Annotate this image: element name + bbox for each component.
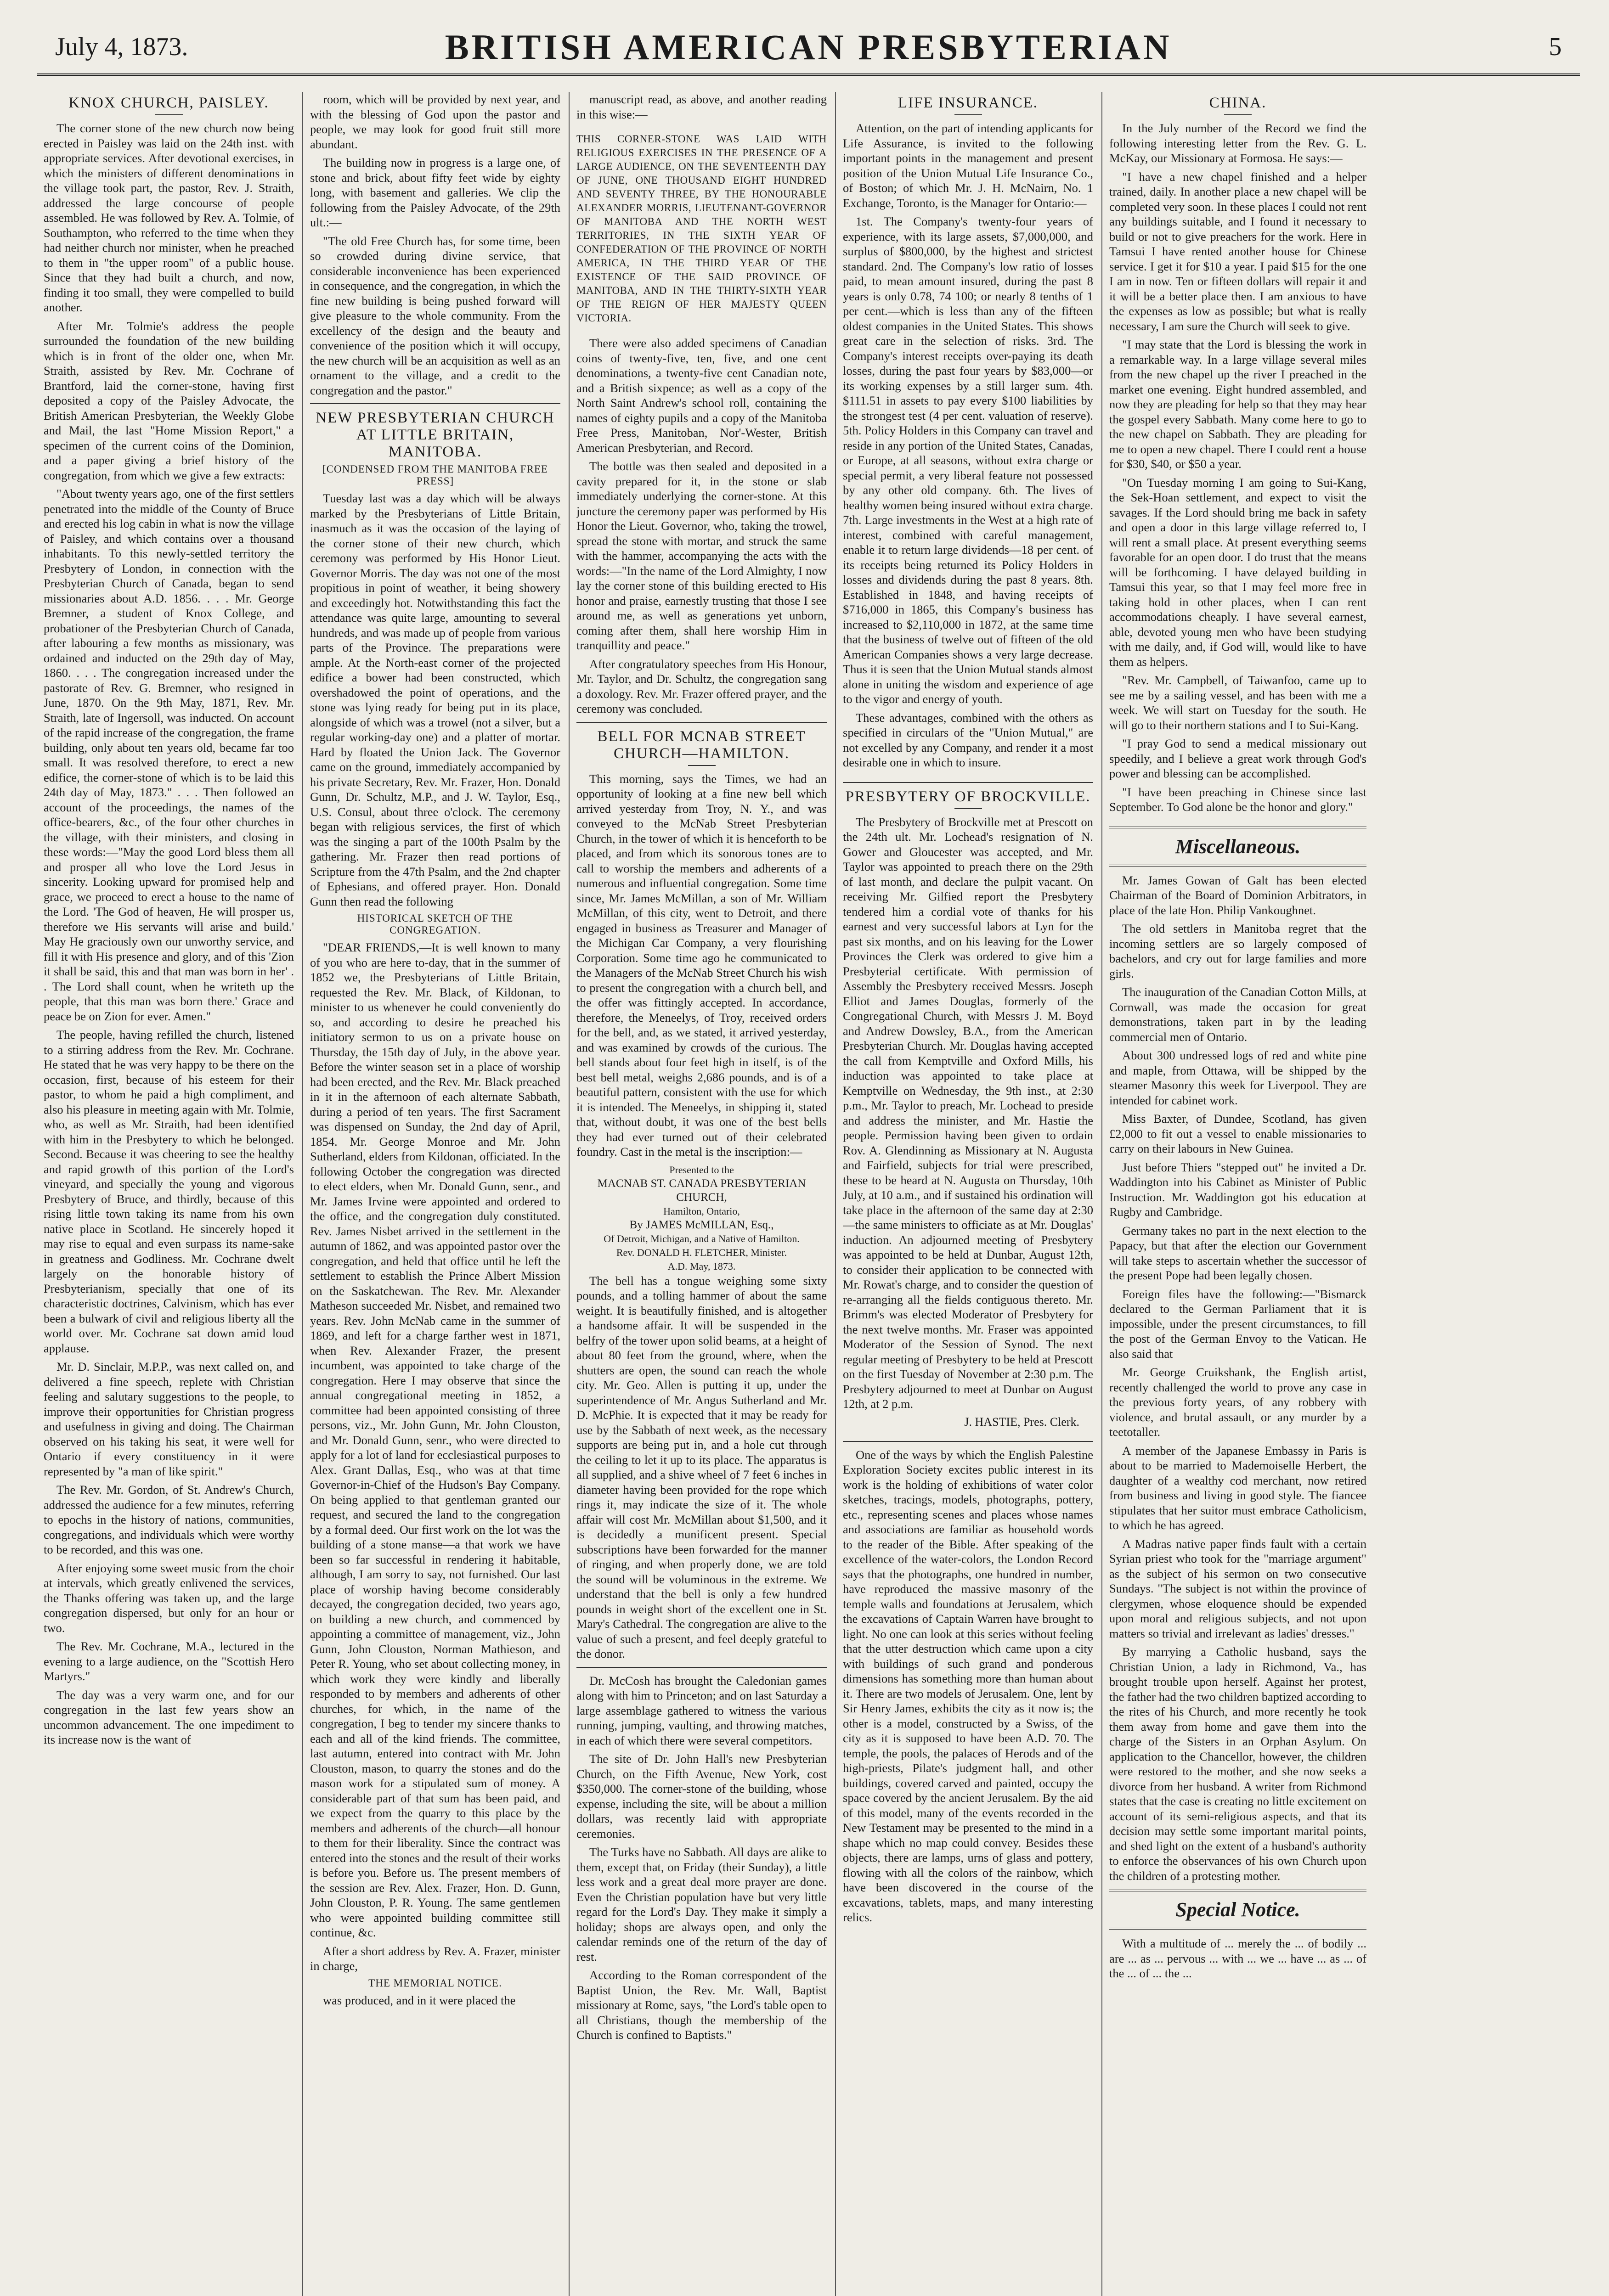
divider	[155, 114, 183, 115]
paragraph: Foreign files have the following:—"Bismarck declared to the German Parliament that it is impossible, under the present circumstances, to fill the post of the German Envoy to the Vatican. He also said that	[1109, 1287, 1366, 1361]
misc-items	[1109, 873, 1366, 1884]
paragraph: 1st. The Company's twenty-four years of experience, with its large assets, $7,000,000, and surplus of $800,000, by the highest and strictest standard. 2nd. The Company's low ratio of losses paid, to mean amount insured, during the past 8 years is only 0.78, 74 100; or nearly 8 tenths of 1 per cent.—which is less than any of the fifteen oldest companies in the United States. This shows great care in the selection of risks. 3rd. The Company's interest receipts over-paying its death losses, during the past four years by $83,000—or its working expenses by a still larger sum. 4th. $111.51 in assets to pay every $100 liabilities by the strongest test (4 per cent. valuation of reserve). 5th. Policy Holders in this Company can travel and reside in any portion of the United States, Canadas, or Europe, at all seasons, without extra charge or special permit, a very liberal feature not possessed by any other old company. 6th. The lives of healthy women being insured without extra charge. 7th. Large investments in the West at a high rate of interest, combined with careful management, enable it to return large dividends—18 per cent. of its receipts being returned its Policy Holders in losses and dividends during the past 8 years. 8th. Established in 1848, and having receipts of $716,000 in 1865, this Company's business has increased to $2,110,000 in 1872, at the same time that the business of twelve out of fifteen of the old American Companies shows a very large decrease. Thus it is seen that the Union Mutual stands almost alone in uniting the wisdom and experience of age to the vigor and energy of youth.	[843, 214, 1093, 706]
paragraph: Tuesday last was a day which will be always marked by the Presbyterians of Little Britain, inasmuch as it was the occasion of the laying of the corner stone of their new church, which ceremony was performed by His Honor Lieut. Governor Morris. The day was not one of the most propitious in point of weather, it being showery and exceedingly hot. Notwithstanding this fact the attendance was quite large, amounting to several hundreds, and was made up of people from various parts of the Province. The preparations were ample. At the North-east corner of the projected edifice a bower had been constructed, which overshadowed the point of operations, and the stone was lying ready for being put in its place, alongside of which was a trowel (not a silver, but a regular working-day one) and a platter of mortar. Hard by floated the Union Jack. The Governor came on the ground, immediately accompanied by his private Secretary, Rev. Mr. Frazer, Hon. Donald Gunn, Dr. Schultz, M.P., and J. W. Taylor, Esq., U.S. Consul, about three o'clock. The ceremony began with religious services, the first of which was the singing a part of the 100th Psalm by the gathering. Mr. Frazer then read portions of Scripture from the 47th Psalm, and the 2nd chapter of Ephesians, and offered prayer. Hon. Donald Gunn then read the following	[310, 491, 560, 908]
masthead	[37, 18, 1580, 76]
column-3	[576, 92, 827, 2296]
article-heading: NEW PRESBYTERIAN CHURCH AT LITTLE BRITAIN, MANITOBA.	[316, 410, 555, 460]
paragraph: "Rev. Mr. Campbell, of Taiwanfoo, came up to see me by a sailing vessel, and has been with me a week. We will start on Tuesday for the south. He will go to their northern stations and I to Sui-Kang.	[1109, 673, 1366, 732]
paragraph: By marrying a Catholic husband, says the Christian Union, a lady in Richmond, Va., has brought trouble upon herself. Against her protest, the father had the two children baptized according to the rites of his Church, and more recently he took them away from home and gave them into the charge of the Sisters in an Orphan Asylum. On application to the Chancellor, however, the children were restored to the mother, and she now seeks a divorce from her husband. A writer from Richmond states that the case is creating no little excitement on account of its semi-religious aspects, and that its decision may settle some important marital points, and shed light on the extent of a husband's authority to enforce the observances of his own Church upon the children of a protesting mother.	[1109, 1645, 1366, 1883]
inscription-line: Hamilton, Ontario,	[663, 1205, 740, 1217]
paragraph: room, which will be provided by next year, and with the blessing of God upon the pastor and people, we may look for good fruit still more abundant.	[310, 92, 560, 151]
column-5	[1109, 92, 1366, 2296]
paragraph: After a short address by Rev. A. Frazer, minister in charge,	[310, 1944, 560, 1973]
paragraph: Mr. James Gowan of Galt has been elected Chairman of the Board of Dominion Arbitrators, in place of the late Hon. Philip Vankoughnet.	[1109, 873, 1366, 917]
column-rule	[569, 92, 570, 2296]
article-little-britain	[310, 410, 560, 2008]
paragraph: According to the Roman correspondent of the Baptist Union, the Rev. Mr. Wall, Baptist missionary at Rome, says, "the Lord's table open to all Christians, though the membership of the Church is confined to Baptists."	[576, 1968, 827, 2042]
cornerstone-inscription: THIS CORNER-STONE WAS LAID WITH RELIGIOUS EXERCISES IN THE PRESENCE OF A LARGE AUDIENCE, ON THE SEVENTEENTH DAY OF JUNE, ONE THOUSAND EIGHT HUNDRED AND SEVENTY THREE, BY THE HONOURABLE ALEXANDER MORRIS, LIEUTENANT-GOVERNOR OF MANITOBA AND THE NORTH WEST TERRITORIES, IN THE SIXTH YEAR OF CONFEDERATION OF THE PROVINCE OF NORTH AMERICA, IN THE THIRD YEAR OF THE EXISTENCE OF THE SAID PROVINCE OF MANITOBA, AND IN THE THIRTY-SIXTH YEAR OF THE REIGN OF HER MAJESTY QUEEN VICTORIA.	[576, 133, 827, 324]
article-heading: KNOX CHURCH, PAISLEY.	[68, 95, 269, 111]
section-title: HISTORICAL SKETCH OF THE CONGREGATION.	[357, 912, 514, 936]
paragraph: The bottle was then sealed and deposited in a cavity prepared for it, in the stone or slab immediately underlying the corner-stone. At this juncture the ceremony paper was performed by His Honor the Lieut. Governor, who, taking the trowel, spread the stone with mortar, and struck the same with the hammer, accompanying the acts with the words:—"In the name of the Lord Almighty, I now lay the corner stone of this building erected to His honor and praise, earnestly trusting that those I see around me, as well as generations yet unborn, coming after them, shall here worship Him in tranquillity and peace."	[576, 459, 827, 652]
paragraph: manuscript read, as above, and another reading in this wise:—	[576, 92, 827, 121]
paragraph: "I have a new chapel finished and a helper trained, daily. In another place a new chapel will be completed very soon. In these places I could not rent any buildings suitable, and I found it necessary to build or not to give preachers for the work. Here in Tamsui I have rented another house for Chinese service. I get it for $10 a year. I paid $15 for the one I am in now. Ten or fifteen dollars will repair it and it will be a better place then. I am anxious to have the expenses as low as possible; but what is really necessary, I am sure the Church will seek to give.	[1109, 169, 1366, 333]
article-heading: PRESBYTERY OF BROCKVILLE.	[845, 788, 1091, 805]
column-2	[310, 92, 560, 2296]
column-rule	[1101, 92, 1102, 2296]
column-4	[843, 92, 1093, 2296]
section-heading-special-notice: Special Notice.	[1175, 1898, 1300, 1921]
divider	[576, 722, 827, 723]
article-life-insurance	[843, 95, 1093, 770]
paragraph: Attention, on the part of intending applicants for Life Assurance, is invited to the following important points in the management and present position of the Union Mutual Life Insurance Co., of Boston; of which Mr. J. H. McNairn, No. 1 Exchange, Toronto, is the Manager for Ontario:—	[843, 121, 1093, 210]
page-number: 5	[1549, 33, 1562, 61]
paragraph: The inauguration of the Canadian Cotton Mills, at Cornwall, was made the occasion for great demonstrations, taken part in by the leading commercial men of Ontario.	[1109, 985, 1366, 1044]
section-heading-miscellaneous: Miscellaneous.	[1175, 835, 1301, 858]
paragraph: Dr. McCosh has brought the Caledonian games along with him to Princeton; and on last Saturday a large assemblage gathered to witness the various running, jumping, vaulting, and throwing matches, in each of which there were several competitors.	[576, 1673, 827, 1747]
paragraph: After enjoying some sweet music from the choir at intervals, which greatly enlivened the services, the Thanks offering was taken up, and the large congregation dispersed, but only for an hour or two.	[44, 1561, 294, 1635]
inscription-line: Rev. DONALD H. FLETCHER, Minister.	[616, 1246, 787, 1258]
paragraph: These advantages, combined with the others as specified in circulars of the "Union Mutual," are not excelled by any Company, and render it a most desirable one in which to insure.	[843, 710, 1093, 769]
divider	[310, 403, 560, 404]
inscription-line: Of Detroit, Michigan, and a Native of Hamilton.	[604, 1232, 800, 1244]
divider	[1109, 1928, 1366, 1930]
paragraph: Miss Baxter, of Dundee, Scotland, has given £2,000 to fit out a vessel to enable missionaries to carry on their labours in New Guinea.	[1109, 1112, 1366, 1155]
article-subhead: [CONDENSED FROM THE MANITOBA FREE PRESS]	[322, 463, 548, 487]
paragraph: was produced, and in it were placed the	[323, 1993, 516, 2007]
paragraph: The people, having refilled the church, listened to a stirring address from the Rev. Mr. Cochrane. He stated that he was very happy to be there on the occasion, first, because of his esteem for their pastor, to whom he paid a high compliment, and also his pleasure in meeting again with Mr. Tolmie, who, as well as Mr. Straith, had been identified with him in the Presbytery to which he belonged. Second. Because it was cheering to see the healthy and rapid growth of this portion of the Lord's vineyard, and specially the young and vigorous Presbytery of Bruce, and thirdly, because of this rising little town taking its name from his own native place in Scotland. He sincerely hoped it may rise to equal and even surpass its name-sake in greatness and Godliness. Mr. Cochrane dwelt largely on the honorable history of Presbyterianism, specially that one of its characteristic doctrines, Calvinism, which has ever been a bulwark of civil and religious liberty all the world over. Mr. Cochrane sat down amid loud applause.	[44, 1028, 294, 1355]
paragraph: The bell has a tongue weighing some sixty pounds, and a tolling hammer of about the same weight. It is beautifully finished, and is altogether a handsome affair. It will be suspended in the belfry of the tower upon solid beams, at a height of about 80 feet from the ground, where, when the shutters are open, the sound can reach the whole city. Mr. Geo. Allen is putting it up, under the superintendence of Mr. Angus Sutherland and Mr. D. McPhie. It is expected that it may be ready for use by the Sabbath of next week, as the necessary supports are being put in, and a hole cut through the ceiling to let it up to its place. The apparatus is all supplied, and a shive wheel of 7 feet 6 inches in diameter having been provided for the rope which rings it, may indicate the size of it. The whole affair will cost Mr. McMillan about $1,500, and it is decidedly a munificent present. Special subscriptions have been forwarded for the manner of ringing, and when properly done, we are told the sound will be voluminous in the extreme. We understand that the bell is only a few hundred pounds in weight short of the excellent one in St. Mary's Cathedral. The congregation are alive to the value of such a present, and feel deeply grateful to the donor.	[576, 1273, 827, 1660]
paragraph: The old settlers in Manitoba regret that the incoming settlers are so largely composed of bachelors, and cry out for large families and more girls.	[1109, 922, 1366, 980]
divider	[1109, 827, 1366, 828]
inscription-line: A.D. May, 1873.	[667, 1260, 736, 1272]
paragraph: The corner stone of the new church now being erected in Paisley was laid on the 24th inst. with appropriate services. After devotional exercises, in which the ministers of different denominations in the village took part, the pastor, Rev. J. Straith, addressed the large concourse of people assembled. He was followed by Rev. A. Tolmie, of Southampton, who referred to the time when they had neither church nor minister, when he preached to them in "the upper room" of a public house. Since that they had built a church, and now, finding it too small, they were compelled to build another.	[44, 121, 294, 314]
divider	[1109, 1890, 1366, 1891]
paragraph: The Rev. Mr. Cochrane, M.A., lectured in the evening to a large audience, on the "Scottish Hero Martyrs."	[44, 1639, 294, 1683]
article-heading: BELL FOR MCNAB STREET CHURCH—HAMILTON.	[597, 728, 806, 762]
inscription-line: Presented to the	[669, 1164, 734, 1176]
paragraph: Germany takes no part in the next election to the Papacy, but that after the election our Government will take steps to ascertain whether the successor of the present Pope had been legally chosen.	[1109, 1223, 1366, 1282]
section-title: THE MEMORIAL NOTICE.	[368, 1977, 502, 1989]
column-1	[44, 92, 294, 2296]
article-heading: LIFE INSURANCE.	[898, 95, 1038, 111]
paragraph: "About twenty years ago, one of the first settlers penetrated into the middle of the County of Bruce and erected his log cabin in what is now the village of Paisley, and which contains over a thousand inhabitants. To this newly-settled territory the Presbytery of London, in connection with the Presbyterian Church of Canada, began to send missionaries about A.D. 1856. . . . Mr. George Bremner, a student of Knox College, and probationer of the Presbyterian Church of Canada, after labouring a few months as missionary, was ordained and inducted on the 29th day of May, 1860. . . . The congregation increased under the pastorate of Rev. G. Bremner, who resigned in June, 1870. On the 9th May, 1871, Rev. Mr. Straith, late of Ingersoll, was inducted. On account of the rapid increase of the congregation, the frame building, only about ten years old, became far too small. It was resolved therefore, to erect a new edifice, the corner-stone of which is to be laid this 24th day of May, 1873." . . . Then followed an account of the proceedings, the names of the office-bearers, &c., of the four other churches in the village, with their ministers, and closing in these words:—"May the good Lord bless them all and prosper all who love the Lord Jesus in sincerity. Looking upward for promised help and grace, we proceed to erect a house to the name of the Lord. 'The God of heaven, He will prosper us, therefore we His servants will arise and build.' May He graciously own our unworthy service, and fill it with His presence and glory, and of this 'Zion it shall be said, this and that man was born in her' . . The Lord shall count, when he writeth up the people, that this man was born there.' Grace and peace be on Zion for ever. Amen."	[44, 487, 294, 1023]
paragraph: In the July number of the Record we find the following interesting letter from the Rev. G. L. McKay, our Missionary at Formosa. He says:—	[1109, 121, 1366, 165]
paragraph: Mr. George Cruikshank, the English artist, recently challenged the world to prove any case in the previous forty years, of any robbery with violence, and brutal assault, or any murder by a teetotaller.	[1109, 1365, 1366, 1439]
paragraph: "The old Free Church has, for some time, been so crowded during divine service, that considerable inconvenience has been experienced in consequence, and the congregation, in which the fine new building is being pushed forward will give pleasure to the whole community. From the excellency of the design and the beauty and convenience of the position which it will occupy, the new church will be an acquisition as well as an ornament to the village, and a credit to the congregation and the pastor."	[310, 234, 560, 397]
bell-inscription	[576, 1163, 827, 1273]
divider	[576, 1667, 827, 1668]
paragraph: One of the ways by which the English Palestine Exploration Society excites public interest in its work is the holding of exhibitions of water color sketches, tracings, models, photographs, pottery, etc., representing scenes and places whose names and associations are familiar as household words to the reader of the Bible. After speaking of the excellence of the water-colors, the London Record says that the photographs, one hundred in number, have reproduced the massive masonry of the temple walls and foundations at Jerusalem, which the excavations of Captain Warren have brought to light. No one can look at this series without feeling that the utter destruction which came upon a city with buildings of such grand and ponderous dimensions has something more than human about it. There are two models of Jerusalem. One, lent by Sir Henry James, exhibits the city as it now is; the other is a model, constructed by a Swiss, of the city as it is supposed to have been A.D. 70. The temple, the pools, the palaces of Herods and of the high-priests, Pilate's judgment hall, and other buildings, covered carved and painted, occupy the space covered by the ancient Jerusalem. By the aid of this model, many of the events recorded in the New Testament may be presented to the mind in a shape which no map could convey. Besides these objects, there are lamps, urns of glass and pottery, flowing with all the colors of the rainbow, which have been discovered in the course of the excavations, tablets, maps, and many interesting relics.	[843, 1447, 1093, 1924]
divider	[688, 765, 716, 766]
column-rule	[302, 92, 303, 2296]
paragraph: The day was a very warm one, and for our congregation in the last few years show an uncommon advancement. The one impediment to its increase now is the want of	[44, 1688, 294, 1746]
paragraph: Mr. D. Sinclair, M.P.P., was next called on, and delivered a fine speech, replete with Christian feeling and salutary suggestions to the people, to improve their opportunities for Christian progress and usefulness in giving and doing. The Chairman observed on his taking his seat, it were well for Ontario if every constituency in it were represented by "a man of like spirit."	[44, 1360, 294, 1478]
inscription-line: MACNAB ST. CANADA PRESBYTERIAN CHURCH,	[597, 1177, 806, 1204]
paragraph: "I pray God to send a medical missionary out speedily, and I believe a great work through God's power and blessing can be accomplished.	[1109, 737, 1366, 780]
article-heading: CHINA.	[1209, 95, 1267, 111]
divider	[1109, 865, 1366, 867]
issue-date: July 4, 1873.	[55, 33, 188, 61]
paragraph: There were also added specimens of Canadian coins of twenty-five, ten, five, and one cent denominations, a twenty-five cent Canadian note, and a British sixpence; as well as a copy of the North Saint Andrew's school roll, containing the names of eighty pupils and a copy of the Manitoba Free Press, Manitoban, Nor'-Wester, British American Presbyterian, and Record.	[576, 336, 827, 455]
paragraph: A Madras native paper finds fault with a certain Syrian priest who took for the "marriage argument" as the subject of his sermon on two consecutive Sundays. "The subject is not within the province of clergymen, whose eloquence should be expended upon moral and religious subjects, and not upon matters so trivial and irrelevant as ladies' dresses."	[1109, 1536, 1366, 1640]
divider	[954, 114, 982, 115]
paragraph: The Turks have no Sabbath. All days are alike to them, except that, on Friday (their Sunday), a little less work and a great deal more prayer are done. Even the Christian population have but very little regard for the Lord's Day. They make it simply a holiday; shops are always open, and only the calendar reminds one of the return of the day of rest.	[576, 1845, 827, 1964]
divider	[843, 1441, 1093, 1442]
paragraph: With a multitude of ... merely the ... of bodily ... are ... as ... pervous ... with ... we ... have ... as ... of the ... of ... the ...	[1109, 1936, 1366, 1980]
paragraph: The building now in progress is a large one, of stone and brick, about fifty feet wide by eighty long, with basement and galleries. We clip the following from the Paisley Advocate, of the 29th ult.:—	[310, 156, 560, 229]
signature: J. HASTIE, Pres. Clerk.	[964, 1415, 1079, 1429]
paragraph: The Presbytery of Brockville met at Prescott on the 24th ult. Mr. Lochead's resignation of N. Gower and Gloucester was accepted, and Mr. Taylor was appointed to preach there on the 29th of last month, and declare the pulpit vacant. On receiving Mr. Gilfied report the Presbytery tendered him a cordial vote of thanks for his earnest and very successful labors at Lyn for the past six months, and on his leaving for the Lower Provinces the Clerk was ordered to give him a Presbyterial certificate. With permission of Assembly the Presbytery received Messrs. Joseph Elliot and James Douglas, formerly of the Congregational Church, with Messrs J. M. Boyd and Andrew Dowsley, B.A., from the American Presbyterian Church. Mr. Douglas having accepted the call from Kemptville and Oxford Mills, his induction was appointed to take place at Kemptville on Wednesday, the 9th inst., at 2:30 p.m., Mr. Taylor to preach, Mr. Lochead to preside and address the minister, and Mr. Hastie the people. Permission having been given to ordain Rov. A. Glendinning as Missionary at N. Augusta and Fairfield, subjects for trial were prescribed, these to be heard at N. Augusta on Thursday, 10th July, at 10 a.m., and if sustained his ordination will take place in the afternoon of the same day at 2:30—the same ministers to officiate as at Mr. Douglas' induction. An adjourned meeting of Presbytery was appointed to be held at Dunbar, August 12th, to consider their application to be connected with Mr. Rowat's charge, and to consider the question of re-arranging all the fields contiguous thereto. Mr. Brimm's was elected Moderator of Presbytery for the next twelve months. Mr. Fraser was appointed Moderator of the Session of Synod. The next regular meeting of Presbytery to be held at Prescott on the first Tuesday of November at 2:30 p.m. The Presbytery adjourned to meet at Dunbar on August 12th, at 2 p.m.	[843, 815, 1093, 1411]
divider	[954, 808, 982, 809]
inscription-line: By JAMES McMILLAN, Esq.,	[629, 1218, 774, 1231]
column-rule	[835, 92, 836, 2296]
divider	[1224, 114, 1252, 115]
article-brockville	[843, 788, 1093, 1429]
article-knox-church	[44, 95, 294, 1747]
paragraph: A member of the Japanese Embassy in Paris is about to be married to Mademoiselle Herbert, the daughter of a wealthy cod merchant, now retired from business and living in good style. The fiancee stipulates that her suitor must embrace Catholicism, to which he has agreed.	[1109, 1443, 1366, 1532]
newspaper-title: BRITISH AMERICAN PRESBYTERIAN	[445, 27, 1172, 67]
paragraph: This morning, says the Times, we had an opportunity of looking at a fine new bell which arrived yesterday from Troy, N. Y., and was conveyed to the McNab Street Presbyterian Church, in the tower of which it is henceforth to be placed, and from which its sonorous tones are to call to worship the members and adherents of a numerous and influential congregation. Some time since, Mr. James McMillan, a son of Mr. William McMillan, of this city, went to Detroit, and there engaged in business as Treasurer and Manager of the Michigan Car Company, a very flourishing Corporation. Some time ago he communicated to the Managers of the McNab Street Church his wish to present the congregation with a church bell, and the offer was fittingly accepted. In accordance, therefore, the Meneelys, of Troy, received orders for the bell, and, as we stated, it arrived yesterday, and was examined by crowds of the curious. The bell stands about four feet high in itself, is of the best bell metal, weighs 2,686 pounds, and is of a beautiful pattern, consistent with the use for which it is intended. The Meneelys, in shipping it, stated that, without doubt, it was one of the best bells they had ever turned out of their celebrated foundry. Cast in the metal is the inscription:—	[576, 771, 827, 1159]
paragraph: "I may state that the Lord is blessing the work in a remarkable way. In a large village several miles from the new chapel up the river I preached in the market one evening. Eight hundred assembled, and now they are pleading for help so that they may hear the gospel every Sabbath. Many come here to go to the new chapel on Sabbath. They are pleading for me to open a new chapel. There I could rent a house for $30, $40, or $50 a year.	[1109, 338, 1366, 471]
paragraph: "On Tuesday morning I am going to Sui-Kang, the Sek-Hoan settlement, and expect to visit the savages. If the Lord should bring me back in safety and open a door in this large village referred to, I will rent a small place. At present everything seems favorable for an open door. I do trust that the means will be forthcoming. I have delayed building in Tamsui this year, so that I may feel more free in taking hold in other places, when I can rent accommodations cheaply. I have several earnest, able, devoted young men who have been studying with me daily, and, if God will, would like to have them as helpers.	[1109, 475, 1366, 669]
article-china	[1109, 95, 1366, 815]
paragraph: The site of Dr. John Hall's new Presbyterian Church, on the Fifth Avenue, New York, cost $350,000. The corner-stone of the building, whose expense, including the site, will be about a million dollars, was recently laid with appropriate ceremonies.	[576, 1752, 827, 1840]
paragraph: The Rev. Mr. Gordon, of St. Andrew's Church, addressed the audience for a few minutes, referring to epochs in the history of nations, communities, congregations, and individuals which were worthy to be recorded, and this was one.	[44, 1483, 294, 1556]
paragraph: After Mr. Tolmie's address the people surrounded the foundation of the new building which is in front of the older one, when Mr. Straith, assisted by Rev. Mr. Cochrane of Brantford, laid the corner-stone, having first deposited a copy of the Paisley Advocate, the British American Presbyterian, the Weekly Globe and Mail, the last "Home Mission Report," a specimen of the current coins of the Dominion, and a paper giving a brief history of the congregation, from which we give a few extracts:	[44, 319, 294, 482]
article-bell	[576, 728, 827, 2043]
paragraph: "DEAR FRIENDS,—It is well known to many of you who are here to-day, that in the summer of 1852 we, the Presbyterians of Little Britain, requested the Rev. Mr. Black, of Kildonan, to minister to us whenever he could conveniently do so, and according to desire he preached his initiatory sermon to us on a private house on Thursday, the 15th day of July, in the above year. Before the winter season set in a place of worship had been erected, and the Rev. Mr. Black preached in it in the afternoon of each alternate Sabbath, during a period of ten years. The first Sacrament was dispensed on Sunday, the 2nd day of April, 1854. Mr. George Monroe and Mr. John Sutherland, elders from Kildonan, officiated. In the following October the congregation was directed to elect elders, when Mr. Donald Gunn, senr., and Mr. James Irvine were appointed and ordered to the office, and the congregation duly constituted. Rev. James Nisbet arrived in the settlement in the autumn of 1862, and was appointed pastor over the congregation, and held that office until he left the settlement to establish the Prince Albert Mission on the Saskatchewan. The Rev. Mr. Alexander Matheson succeeded Mr. Nisbet, and remained two years. Rev. John McNab came in the summer of 1869, and left for a charge farther west in 1871, when Rev. Alexander Frazer, the present incumbent, was appointed to take charge of the congregation. Here I may observe that since the annual congregational meeting in 1852, a committee had been appointed consisting of three persons, viz., Mr. John Gunn, Mr. John Clouston, and Mr. Donald Gunn, senr., who were directed to apply for a lot of land for ecclesiastical purposes to Alex. Grant Dallas, Esq., who was at that time Governor-in-Chief of the Hudson's Bay Company. On being applied to that gentleman granted our request, and secured the land to the congregation by a formal deed. Our first work on the lot was the building of a stone manse—a that work we have been so far successful in rendering it habitable, although, I am sorry to say, not furnished. Our last place of worship having become considerably decayed, the congregation decided, two years ago, on building a new church, and commenced by appointing a committee of management, viz., John Gunn, John Clouston, Norman Mathieson, and Peter R. Young, who set about collecting money, in which work they were kindly and liberally responded to by members and adherents of other churches, for which, in the name of the congregation, I beg to tender my sincere thanks to each and all of the kind friends. The committee, last autumn, entered into contract with Mr. John Clouston, mason, to quarry the stones and do the mason work for a stipulated sum of money. A considerable part of that sum has been paid, and we expect from the quarry to this place by the members and adherents of the church—all honour to them for their liberality. Since the contract was entered into the stones and the result of their works is before you. Before us. The present members of the session are Rev. Alex. Frazer, Hon. D. Gunn, John Clouston, P. R. Young. The same gentlemen who were appointed building committee still continue, &c.	[310, 940, 560, 1939]
paragraph: After congratulatory speeches from His Honour, Mr. Taylor, and Dr. Schultz, the congregation sang a doxology. Rev. Mr. Frazer offered prayer, and the ceremony was concluded.	[576, 657, 827, 715]
paragraph: "I have been preaching in Chinese since last September. To God alone be the honor and glory."	[1109, 785, 1366, 814]
divider	[843, 782, 1093, 783]
paragraph: About 300 undressed logs of red and white pine and maple, from Ottawa, will be shipped by the steamer Masonry this week for Liverpool. They are intended for cabinet work.	[1109, 1048, 1366, 1107]
paragraph: Just before Thiers "stepped out" he invited a Dr. Waddington into his Cabinet as Minister of Public Instruction. Mr. Waddington got his education at Rugby and Cambridge.	[1109, 1160, 1366, 1219]
